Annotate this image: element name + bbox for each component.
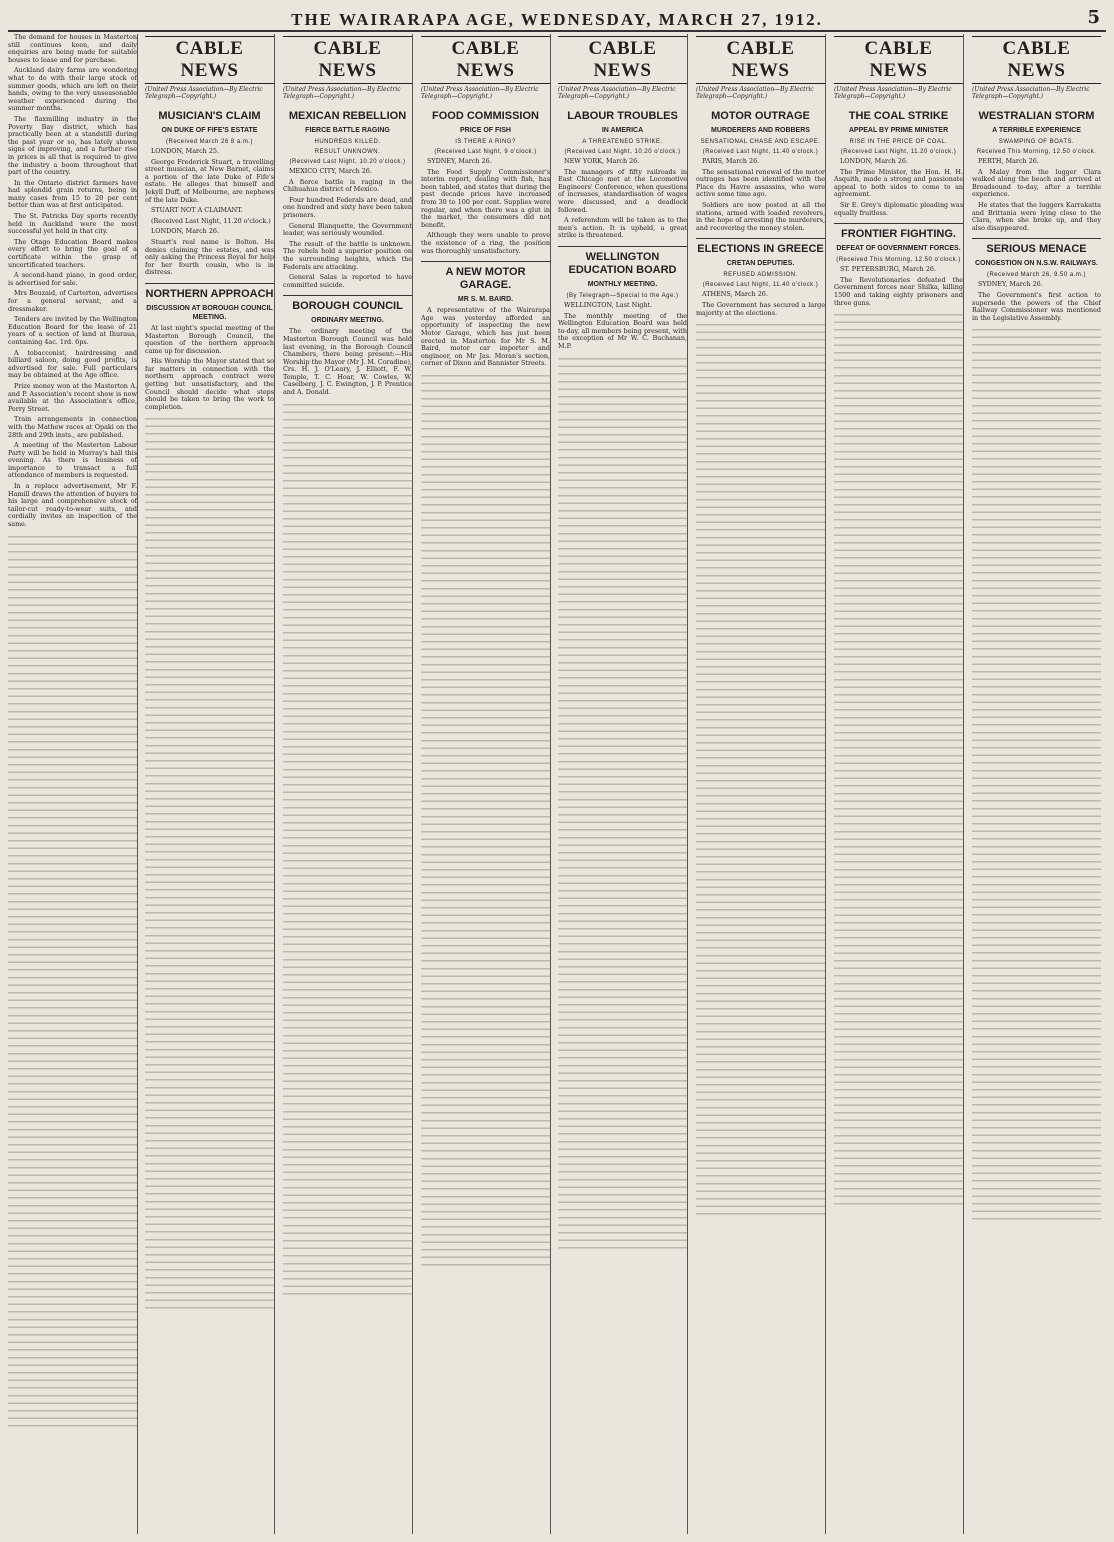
article-headline: MEXICAN REBELLION	[288, 110, 407, 122]
column-2	[145, 34, 275, 1534]
article-paragraph: The Food Supply Commissioner's interim report, dealing with fish, has been tabled, and states that during the past decade prices have increased from 30 to 100 per cent. Supplies were regular, and when there was a glut in the market, the consumers did not benefit.	[421, 167, 550, 229]
article-headline: NORTHERN APPROACH	[145, 283, 274, 301]
cable-news-banner: CABLE NEWS	[834, 36, 963, 84]
article-subhead: ORDINARY MEETING.	[311, 317, 384, 325]
article-subhead: CRETAN DEPUTIES.	[726, 260, 795, 268]
article-headline: FOOD COMMISSION	[432, 110, 539, 122]
column-3	[283, 34, 413, 1534]
article-subhead: (Received March 26, 9.50 a.m.)	[986, 272, 1087, 279]
article-paragraph: ATHENS, March 26.	[702, 290, 768, 299]
column-4	[421, 34, 551, 1534]
article-paragraph: Four hundred Federals are dead, and one hundred and sixty have been taken prisoners.	[283, 195, 412, 219]
article-paragraph: LONDON, March 26.	[151, 227, 219, 236]
article-subhead: (Received Last Night, 11.40 o'clock.)	[702, 282, 819, 289]
article-subhead: MURDERERS AND ROBBERS	[711, 127, 810, 134]
article-paragraph: The sensational renewal of the motor outrages has been identified with the Place du Havre assassins, who were active some time ago.	[696, 167, 825, 199]
press-credit: (United Press Association—By Electric Telegraph—Copyright.)	[283, 86, 401, 100]
article-paragraph: PERTH, March 26.	[978, 157, 1039, 165]
article-subhead: SENSATIONAL CHASE AND ESCAPE.	[700, 139, 821, 145]
article-subhead: (Received Last Night, 11.20 o'clock.)	[840, 149, 957, 155]
article-paragraph: Stuart's real name is Bolton. He denies claiming the estates, and was only asking the Princess Royal for help for her fourth cousin, who is in distress.	[145, 237, 274, 277]
cable-news-banner: CABLE NEWS	[283, 36, 412, 84]
article-subhead: CONGESTION ON N.S.W. RAILWAYS.	[974, 260, 1099, 268]
article-subhead: MONTHLY MEETING.	[587, 280, 658, 288]
article-paragraph: Sir E. Grey's diplomatic pleading was equally fruitless.	[834, 200, 963, 217]
article-subhead: A THREATENED STRIKE.	[582, 139, 663, 145]
article-paragraph: A fierce battle is raging in the Chihuahua district of Mexico.	[283, 177, 412, 194]
article-paragraph: A meeting of the Masterton Labour Party will be held in Murray's hall this evening. As there is business of importance to transact a full attendance of members is requested.	[8, 441, 137, 480]
article-paragraph: NEW YORK, March 26.	[564, 157, 640, 165]
article-subhead: (Received This Morning, 12.50 o'clock.)	[836, 257, 961, 264]
article-headline: A NEW MOTOR GARAGE.	[421, 261, 550, 292]
article-subhead: PRICE OF FISH	[460, 127, 511, 134]
article-headline: MOTOR OUTRAGE	[711, 110, 810, 122]
article-paragraph: The Revolutionaries defeated the Government forces near Shilka, killing 1500 and taking eighty prisoners and three guns.	[834, 275, 963, 307]
article-subhead: A TERRIBLE EXPERIENCE	[992, 127, 1081, 134]
article-subhead: MR S. M. BAIRD.	[457, 296, 514, 304]
article-subhead: (Received March 26 8 a.m.)	[165, 139, 254, 145]
article-subhead: (Received Last Night, 11.40 o'clock.)	[702, 149, 819, 155]
article-subhead: IS THERE A RING?	[455, 139, 516, 145]
article-paragraph: The St. Patricks Day sports recently held in Auckland were the most successful yet held in that city.	[8, 212, 137, 236]
article-paragraph: A second-hand piano, in good order, is advertised for sale.	[8, 271, 137, 287]
article-paragraph: A referendum will be taken as to the men's action. It is upheld, a great strike is threatened.	[558, 216, 687, 240]
article-subhead: SWAMPING OF BOATS.	[998, 139, 1075, 145]
article-paragraph: PARIS, March 26.	[702, 157, 760, 165]
article-headline: SERIOUS MENACE	[972, 238, 1101, 256]
article-subhead: REFUSED ADMISSION.	[723, 272, 798, 279]
article-paragraph: Train arrangements in connection with the Mathew races at Opaki on the 28th and 29th insts., are published.	[8, 415, 137, 439]
article-paragraph: At last night's special meeting of the Masterton Borough Council, the question of the northern approach came up for discussion.	[145, 323, 274, 355]
cable-news-banner: CABLE NEWS	[696, 36, 825, 84]
article-paragraph: Auckland dairy farms are wondering what to do with their large stock of summer goods, which are left on their hands, owing to the very unseasonable weather experienced during the summer months.	[8, 66, 137, 113]
article-subhead: HUNDREDS KILLED.	[314, 139, 381, 145]
continued-text-lines	[558, 354, 687, 1254]
article-subhead: APPEAL BY PRIME MINISTER	[848, 127, 949, 134]
article-headline: WESTRALIAN STORM	[978, 110, 1095, 122]
press-credit: (United Press Association—By Electric Telegraph—Copyright.)	[696, 86, 814, 100]
article-subhead: (Received Last Night, 10.20 o'clock.)	[564, 149, 681, 155]
article-paragraph: He states that the luggers Karrakatta and Brittania were lying close to the Clara, when she broke up, and they also disappeared.	[972, 200, 1101, 232]
masthead	[8, 4, 1106, 32]
article-subhead: IN AMERICA	[601, 127, 644, 134]
article-paragraph: LONDON, March 26.	[840, 157, 908, 165]
article-paragraph: The demand for houses in Masterton still continues keen, and daily enquiries are being made for suitable houses to lease and for purchase.	[8, 34, 137, 64]
article-headline: BOROUGH COUNCIL	[283, 295, 412, 313]
page-number: 5	[1087, 7, 1100, 28]
article-paragraph: ST. PETERSBURG, March 26.	[840, 265, 936, 274]
article-paragraph: The managers of fifty railroads in East Chicago met at the Locomotive Engineers' Conference, when questions of increases, standardisation of wages were discussed, and a deadlock followed.	[558, 167, 687, 214]
continued-text-lines	[972, 325, 1101, 1225]
article-headline: WELLINGTON EDUCATION BOARD	[558, 246, 687, 277]
continued-text-lines	[145, 414, 274, 1314]
continued-text-lines	[834, 310, 963, 1210]
article-headline: MUSICIAN'S CLAIM	[158, 110, 261, 122]
cable-news-banner: CABLE NEWS	[145, 36, 274, 84]
article-subhead: ON DUKE OF FIFE'S ESTATE	[161, 127, 258, 134]
article-paragraph: STUART NOT A CLAIMANT.	[151, 206, 243, 215]
article-paragraph: A Malay from the lugger Clara walked along the beach and arrived at Broadsound to-day, after a terrible experience.	[972, 167, 1101, 199]
press-credit: (United Press Association—By Electric Telegraph—Copyright.)	[558, 86, 676, 100]
column-8	[972, 34, 1101, 1534]
article-subhead: FIERCE BATTLE RAGING	[305, 127, 390, 134]
article-subhead: RISE IN THE PRICE OF COAL.	[849, 139, 948, 145]
continued-text-lines	[421, 371, 550, 1271]
article-headline: LABOUR TROUBLES	[567, 110, 678, 122]
article-subhead: (Received Last Night, 9 o'clock.)	[434, 149, 537, 155]
cable-news-banner: CABLE NEWS	[972, 36, 1101, 84]
article-paragraph: SYDNEY, March 26.	[978, 280, 1043, 289]
column-1	[8, 34, 138, 1534]
article-subhead: DEFEAT OF GOVERNMENT FORCES.	[836, 245, 961, 253]
article-paragraph: LONDON, March 25.	[151, 147, 219, 155]
article-paragraph: In the Ontario district farmers have had splendid grain returns, being in many cases from 15 to 20 per cent better than was at first anticipated.	[8, 178, 137, 210]
article-paragraph: George Frederick Stuart, a travelling street musician, at New Barnet, claims a portion of the late Duke of Fife's estate. He alleges that himself and Jekyll Duff, of Melbourne, are nephews of the late Duke.	[145, 157, 274, 204]
article-paragraph: The flaxmilling industry in the Poverty Bay district, which has practically been at a standstill during the past year or so, has lately shown signs of improving, and a further rise in prices is all that is required to give the industry a boom throughout that part of the country.	[8, 114, 137, 177]
article-paragraph: Prize money won at the Masterton A. and P. Association's recent show is now available at the Association's office, Perry Street.	[8, 381, 137, 413]
article-paragraph: The Government's first action to supersede the powers of the Chief Railway Commissioner was mentioned in the Legislative Assembly.	[972, 290, 1101, 322]
cable-news-banner: CABLE NEWS	[558, 36, 687, 84]
article-subhead: RESULT UNKNOWN.	[314, 149, 381, 155]
article-subhead: DISCUSSION AT BOROUGH COUNCIL MEETING.	[146, 304, 273, 321]
article-headline: THE COAL STRIKE	[848, 110, 949, 122]
continued-text-lines	[696, 320, 825, 1220]
article-paragraph: SYDNEY, March 26.	[427, 157, 492, 165]
article-paragraph: The Government has secured a large majority at the elections.	[696, 300, 825, 317]
article-paragraph: General Salas is reported to have committed suicide.	[283, 273, 412, 289]
article-paragraph: Mrs Bouzaid, of Carterton, advertises for a general servant, and a dressmaker.	[8, 289, 137, 313]
press-credit: (United Press Association—By Electric Telegraph—Copyright.)	[145, 86, 263, 100]
article-subhead: Received This Morning, 12.50 o'clock.	[976, 149, 1097, 155]
continued-text-lines	[283, 400, 412, 1300]
article-paragraph: Although they were unable to prove the existence of a ring, the position was thoroughly unsatisfactory.	[421, 231, 550, 255]
press-credit: (United Press Association—By Electric Telegraph—Copyright.)	[834, 86, 952, 100]
article-paragraph: In a replace advertisement, Mr F. Hamill draws the attention of buyers to his large and comprehensive stock of tailor-cut ready-to-wear suits, and cordially invites an inspection of the same.	[8, 482, 137, 529]
article-paragraph: A tobacconist, hairdressing and billiard saloon, doing good profits, is advertised for sale. Full particulars may be obtained at the Age office.	[8, 348, 137, 380]
article-subhead: (By Telegraph—Special to the Age.)	[566, 292, 679, 299]
article-paragraph: Soldiers are now posted at all the stations, armed with loaded revolvers, in the hope of arresting the murderers, and recovering the money stolen.	[696, 200, 825, 232]
article-paragraph: The Prime Minister, the Hon. H. H. Asquith, made a strong and passionate appeal to both sides to come to an agreement.	[834, 167, 963, 199]
article-paragraph: MEXICO CITY, March 26.	[289, 167, 372, 175]
press-credit: (United Press Association—By Electric Telegraph—Copyright.)	[421, 86, 539, 100]
column-6	[696, 34, 826, 1534]
masthead-title: THE WAIRARAPA AGE, WEDNESDAY, MARCH 27, 1912.	[291, 10, 823, 29]
article-paragraph: His Worship the Mayor stated that so far matters in connection with the northern approach contract were getting but unsatisfactory, and the Council should decide what steps should be taken to bring the work to completion.	[145, 357, 274, 411]
continued-text-lines	[8, 532, 137, 1432]
article-paragraph: A representative of the Wairarapa Age was yesterday afforded an opportunity of inspecting the new Motor Garage, which has just been erected in Masterton for Mr S. M. Baird, motor car importer and engineer, on Mr Jas. Moran's section, corner of Dixon and Bannister Streets.	[421, 306, 550, 368]
article-paragraph: WELLINGTON, Last Night.	[564, 300, 653, 309]
press-credit: (United Press Association—By Electric Telegraph—Copyright.)	[972, 86, 1090, 100]
article-subhead: (Received Last Night, 10.20 o'clock.)	[289, 159, 406, 165]
article-paragraph: The Otago Education Board makes every effort to bring the goal of a certificate within the grasp of uncertificated teachers.	[8, 237, 137, 269]
article-headline: FRONTIER FIGHTING.	[834, 223, 963, 241]
article-paragraph: The result of the battle is unknown. The rebels hold a superior position on the surrounding heights, which the Federals are attacking.	[283, 239, 412, 271]
column-7	[834, 34, 964, 1534]
column-5	[558, 34, 688, 1534]
article-paragraph: General Blanquette, the Government leader, was seriously wounded.	[283, 221, 412, 238]
article-paragraph: Tenders are invited by the Wellington Education Board for the lease of 21 years of a section of land at Ihuraua, containing 4ac. 1rd. 6ps.	[8, 315, 137, 346]
article-headline: ELECTIONS IN GREECE	[696, 238, 825, 256]
cable-news-banner: CABLE NEWS	[421, 36, 550, 84]
article-paragraph: The ordinary meeting of the Masterton Borough Council was held last evening, in the Borough Council Chambers, there being present:—His Worship the Mayor (Mr J. M. Coradine), Crs. H. J. O'Leary, J. Elliott, F. W. Temple, T. C. Hoar, W. Cowles, W. Caselberg, J. C. Ewington, J. P. Prentice and A. Donald.	[283, 327, 413, 397]
article-paragraph: The monthly meeting of the Wellington Education Board was held to-day, all members being present, with the exception of Mr W. C. Buchanan, M.P.	[558, 311, 687, 350]
article-paragraph: (Received Last Night, 11.20 o'clock.)	[151, 216, 271, 225]
